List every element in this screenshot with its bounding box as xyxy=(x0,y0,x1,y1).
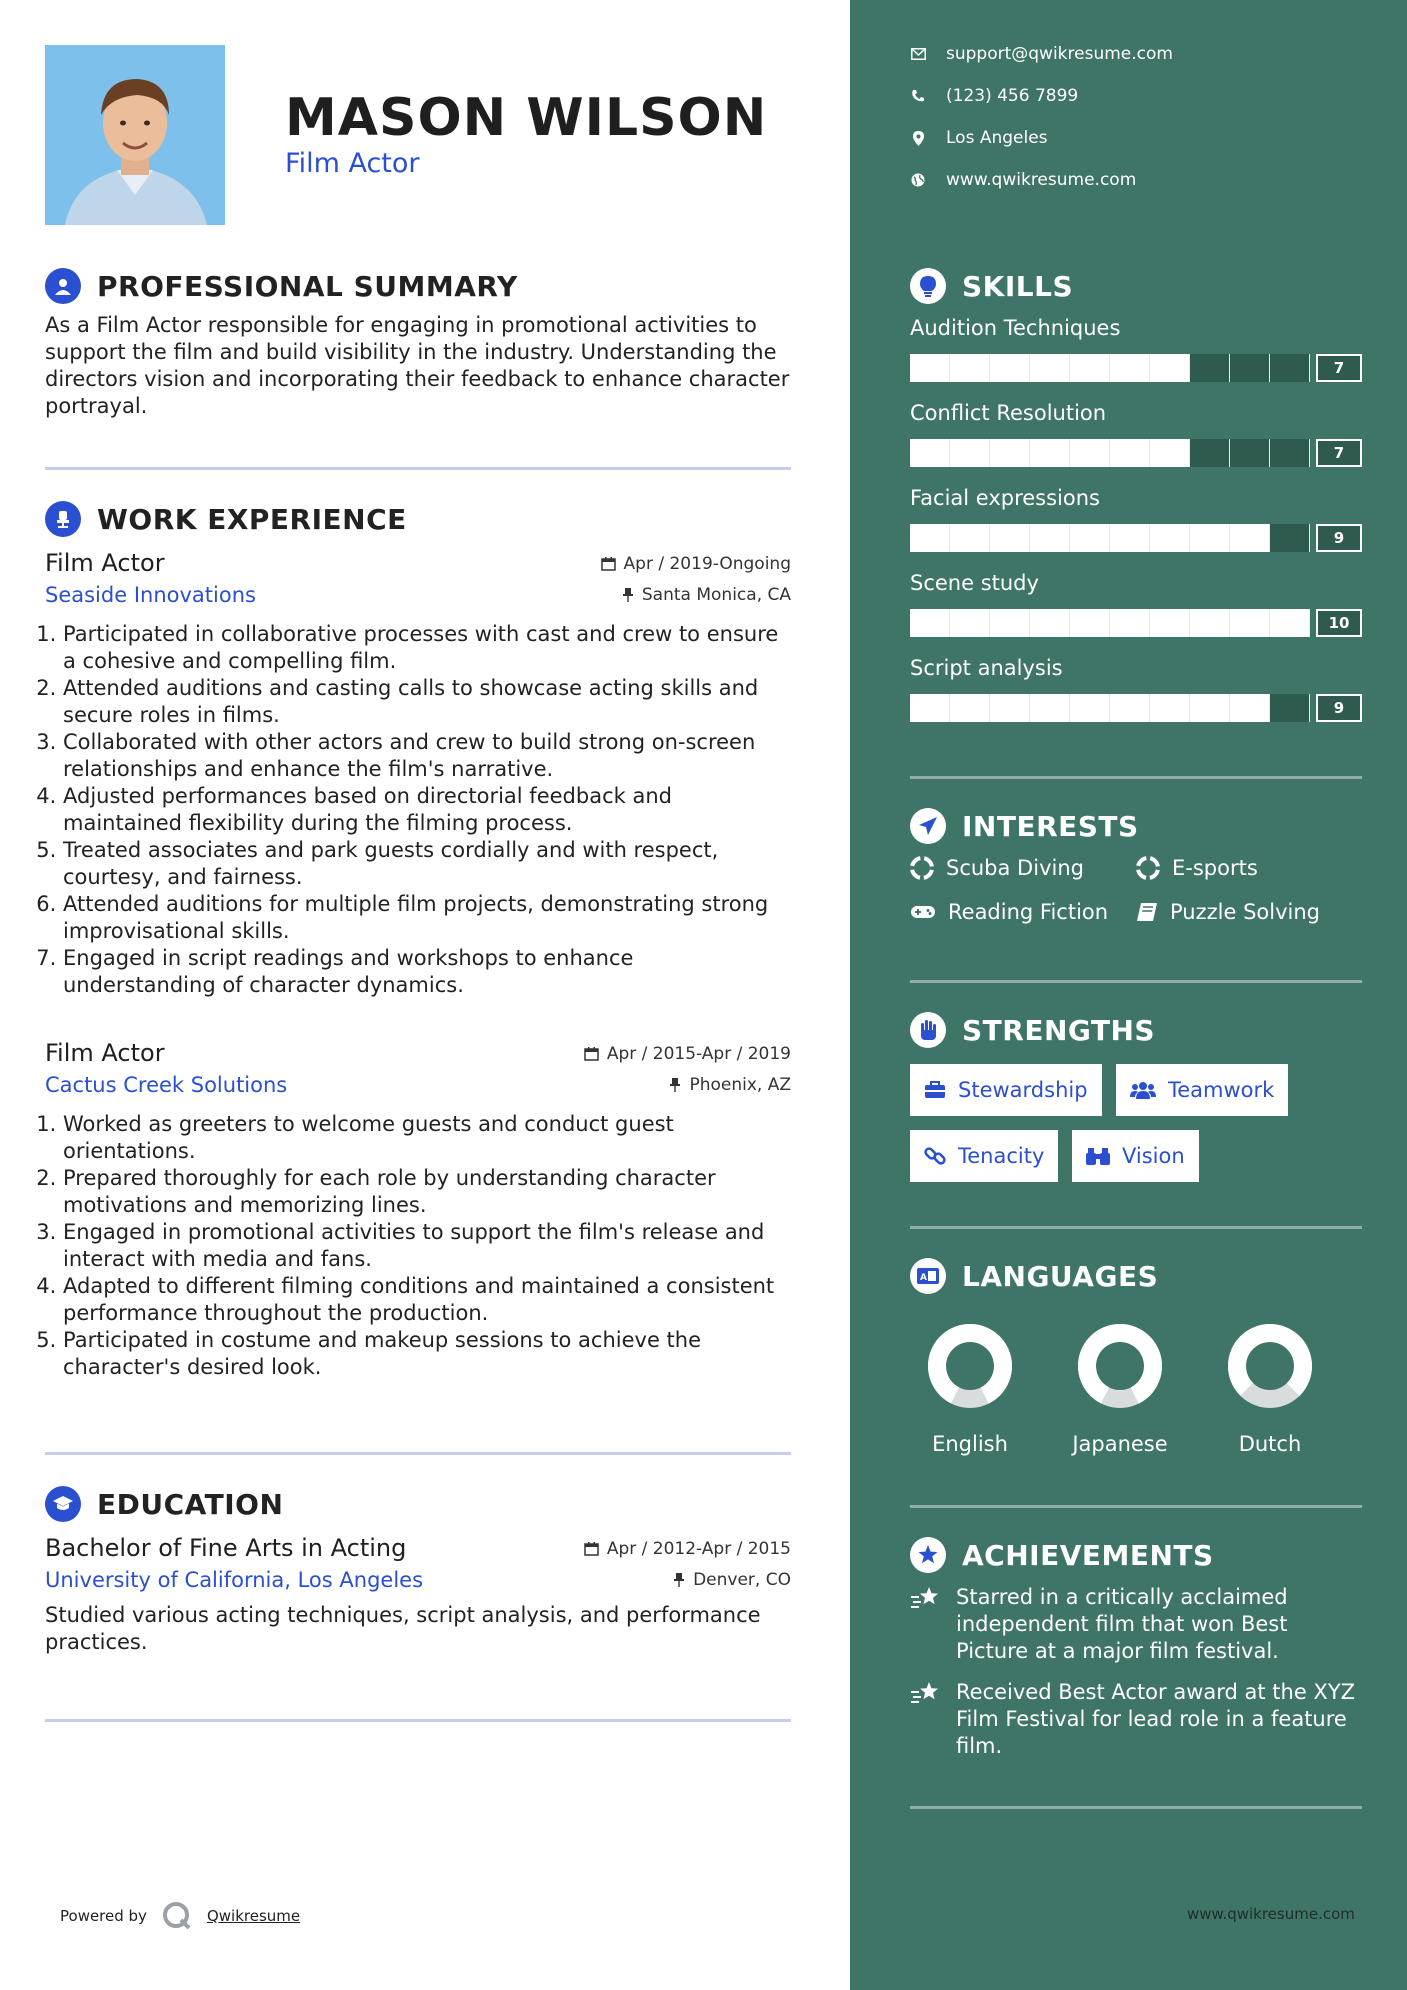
paper-plane-icon xyxy=(910,808,946,844)
languages-title: LANGUAGES xyxy=(962,1259,1159,1293)
powered-by xyxy=(60,1900,300,1932)
skill-level-bar xyxy=(910,609,1310,637)
skill-level-segment xyxy=(1190,354,1230,382)
skill-name: Facial expressions xyxy=(910,486,1100,510)
skill-level-badge: 9 xyxy=(1316,694,1362,722)
achievement-item: Received Best Actor award at the XYZ Film Festival for lead role in a feature film. xyxy=(910,1679,1362,1760)
phone-icon xyxy=(910,88,926,104)
education-entry xyxy=(45,1534,791,1656)
education-section xyxy=(45,1484,791,1656)
skill-level-segment xyxy=(1070,439,1110,467)
duty-item: 7. Engaged in script readings and workshops to enhance understanding of character dynamics. xyxy=(63,945,791,999)
skill-level-segment xyxy=(1150,524,1190,552)
language-label: Japanese xyxy=(1072,1432,1168,1456)
interest-item: Reading Fiction xyxy=(910,900,1108,924)
sidebar xyxy=(850,0,1407,1990)
contact-website[interactable]: www.qwikresume.com xyxy=(910,170,1136,190)
interest-item: Puzzle Solving xyxy=(1136,900,1320,924)
duty-item: 2. Prepared thoroughly for each role by understanding character motivations and memorizing lines. xyxy=(63,1165,791,1219)
skill-level-segment xyxy=(1270,439,1310,467)
profile-photo xyxy=(45,45,225,225)
pin-icon xyxy=(673,1572,685,1587)
job-dates: Apr / 2019-Ongoing xyxy=(623,553,791,574)
contact-location: Los Angeles xyxy=(910,128,1048,148)
skill-level-bar xyxy=(910,439,1310,467)
achievement-item: Starred in a critically acclaimed independent film that won Best Picture at a major film festival. xyxy=(910,1584,1362,1665)
skill-level-badge: 7 xyxy=(1316,439,1362,467)
sidebar-divider xyxy=(910,1806,1362,1809)
shooting-star-icon xyxy=(910,1679,942,1707)
skill-level-segment xyxy=(1270,354,1310,382)
contact-phone[interactable]: (123) 456 7899 xyxy=(910,86,1078,106)
skill-level-segment xyxy=(1110,524,1150,552)
skill-level-segment xyxy=(1270,694,1310,722)
language-level-ring xyxy=(1210,1318,1330,1414)
skill-level-segment xyxy=(1270,609,1310,637)
skill-level-segment xyxy=(1070,524,1110,552)
profile-photo-image xyxy=(45,45,225,225)
strength-chip: Teamwork xyxy=(1116,1064,1288,1116)
job-entry xyxy=(45,549,791,999)
binoculars-icon xyxy=(1086,1146,1110,1166)
skill-level-segment xyxy=(1190,609,1230,637)
skill-level-segment xyxy=(1270,524,1310,552)
envelope-icon xyxy=(910,46,926,62)
lifebuoy-icon xyxy=(910,856,934,880)
duty-list xyxy=(45,1111,791,1381)
job-dates: Apr / 2015-Apr / 2019 xyxy=(606,1043,791,1064)
skill-level-segment xyxy=(910,439,950,467)
skill-level-segment xyxy=(910,524,950,552)
skill-level-segment xyxy=(1030,354,1070,382)
skill-level-segment xyxy=(1150,354,1190,382)
candidate-name: MASON WILSON xyxy=(285,88,768,148)
duty-item: 2. Attended auditions and casting calls to showcase acting skills and secure roles in films. xyxy=(63,675,791,729)
skill-level-segment xyxy=(950,609,990,637)
link-icon xyxy=(924,1145,946,1167)
experience-section xyxy=(45,499,791,1381)
skill-level-segment xyxy=(1150,609,1190,637)
skill-level-segment xyxy=(1190,439,1230,467)
lifebuoy-icon xyxy=(1136,856,1160,880)
strength-chip: Tenacity xyxy=(910,1130,1058,1182)
qwikresume-logo-icon[interactable] xyxy=(161,1900,193,1932)
skill-level-segment xyxy=(1150,694,1190,722)
duty-item: 3. Collaborated with other actors and crew to build strong on-screen relationships and enhance the film's narrative. xyxy=(63,729,791,783)
duty-item: 1. Participated in collaborative processes with cast and crew to ensure a cohesive and compelling film. xyxy=(63,621,791,675)
map-marker-icon xyxy=(910,130,926,146)
skill-level-segment xyxy=(1230,354,1270,382)
skill-level-segment xyxy=(910,609,950,637)
section-divider xyxy=(45,1719,791,1722)
school-name: University of California, Los Angeles xyxy=(45,1568,424,1592)
skill-level-segment xyxy=(1030,439,1070,467)
sidebar-divider xyxy=(910,1505,1362,1508)
duty-item: 4. Adapted to different filming conditions and maintained a consistent performance throughout the production. xyxy=(63,1273,791,1327)
language-item xyxy=(1060,1318,1180,1456)
skill-level-segment xyxy=(1110,354,1150,382)
section-divider xyxy=(45,1452,791,1455)
skills-title: SKILLS xyxy=(962,269,1074,303)
skill-level-segment xyxy=(990,609,1030,637)
degree-title: Bachelor of Fine Arts in Acting xyxy=(45,1534,407,1562)
strengths-header xyxy=(910,1012,1155,1048)
book-icon xyxy=(1136,902,1158,922)
sidebar-divider xyxy=(910,776,1362,779)
briefcase-icon xyxy=(924,1081,946,1099)
skill-level-bar xyxy=(910,354,1310,382)
skill-level-segment xyxy=(1230,609,1270,637)
globe-icon xyxy=(910,172,926,188)
skill-name: Audition Techniques xyxy=(910,316,1121,340)
svg-text:A: A xyxy=(920,1273,927,1283)
duty-item: 5. Treated associates and park guests cordially and with respect, courtesy, and fairness. xyxy=(63,837,791,891)
language-label: English xyxy=(932,1432,1008,1456)
qwikresume-link[interactable]: Qwikresume xyxy=(206,1907,301,1925)
skills-header xyxy=(910,268,1073,304)
language-item xyxy=(1210,1318,1330,1456)
skill-level-segment xyxy=(1030,609,1070,637)
contact-email[interactable]: support@qwikresume.com xyxy=(910,44,1173,64)
skill-name: Scene study xyxy=(910,571,1039,595)
interests-title: INTERESTS xyxy=(962,809,1139,843)
sidebar-divider xyxy=(910,980,1362,983)
skill-level-segment xyxy=(1190,524,1230,552)
shooting-star-icon xyxy=(910,1584,942,1612)
footer-website[interactable]: www.qwikresume.com xyxy=(1187,1905,1355,1923)
skill-level-segment xyxy=(1030,694,1070,722)
language-level-ring xyxy=(910,1318,1030,1414)
skill-level-segment xyxy=(1230,439,1270,467)
skill-level-segment xyxy=(1070,354,1110,382)
skill-level-segment xyxy=(1110,694,1150,722)
calendar-icon xyxy=(584,1541,599,1556)
star-badge-icon xyxy=(910,1537,946,1573)
skill-level-segment xyxy=(1150,439,1190,467)
summary-title: PROFESSIONAL SUMMARY xyxy=(97,269,518,303)
sidebar-divider xyxy=(910,1226,1362,1229)
skill-level-segment xyxy=(990,354,1030,382)
strength-chip: Stewardship xyxy=(910,1064,1102,1116)
pin-icon xyxy=(669,1077,681,1092)
powered-by-label: Powered by xyxy=(60,1907,147,1925)
summary-text: As a Film Actor responsible for engaging in promotional activities to support the film and build visibility in the industry. Understanding the directors vision and incorporating their feedback to enhance character portrayal. xyxy=(45,313,790,418)
skill-level-segment xyxy=(990,524,1030,552)
achievements-title: ACHIEVEMENTS xyxy=(962,1538,1214,1572)
languages-header xyxy=(910,1258,1158,1294)
skill-level-segment xyxy=(950,524,990,552)
skill-level-segment xyxy=(990,439,1030,467)
job-title: Film Actor xyxy=(45,1039,165,1067)
skill-level-segment xyxy=(1030,524,1070,552)
skill-level-segment xyxy=(1230,694,1270,722)
section-divider xyxy=(45,467,791,470)
hand-icon xyxy=(910,1012,946,1048)
duty-item: 6. Attended auditions for multiple film projects, demonstrating strong improvisational skills. xyxy=(63,891,791,945)
skill-level-segment xyxy=(950,439,990,467)
skill-level-bar xyxy=(910,524,1310,552)
interest-item: E-sports xyxy=(1136,856,1258,880)
skill-level-badge: 10 xyxy=(1316,609,1362,637)
skill-level-badge: 9 xyxy=(1316,524,1362,552)
lightbulb-icon xyxy=(910,268,946,304)
gamepad-icon xyxy=(910,903,936,921)
education-title: EDUCATION xyxy=(97,1487,284,1521)
skill-name: Script analysis xyxy=(910,656,1063,680)
duty-item: 4. Adjusted performances based on directorial feedback and maintained flexibility during the filming process. xyxy=(63,783,791,837)
users-icon xyxy=(1130,1080,1156,1100)
duty-list xyxy=(45,621,791,999)
skill-level-segment xyxy=(1070,694,1110,722)
skill-name: Conflict Resolution xyxy=(910,401,1107,425)
skill-level-segment xyxy=(910,354,950,382)
duty-item: 5. Participated in costume and makeup sessions to achieve the character's desired look. xyxy=(63,1327,791,1381)
skill-level-segment xyxy=(1110,439,1150,467)
job-location: Phoenix, AZ xyxy=(689,1074,791,1095)
experience-title: WORK EXPERIENCE xyxy=(97,502,407,536)
job-location: Santa Monica, CA xyxy=(641,584,791,605)
education-location: Denver, CO xyxy=(693,1569,791,1590)
skill-level-segment xyxy=(1110,609,1150,637)
pin-icon xyxy=(622,587,634,602)
language-icon xyxy=(910,1258,946,1294)
skill-level-segment xyxy=(990,694,1030,722)
skill-level-segment xyxy=(950,694,990,722)
education-description: Studied various acting techniques, script analysis, and performance practices. xyxy=(45,1603,761,1654)
language-level-ring xyxy=(1060,1318,1180,1414)
summary-section xyxy=(45,266,791,420)
skill-level-segment xyxy=(950,354,990,382)
strengths-title: STRENGTHS xyxy=(962,1013,1156,1047)
job-entry xyxy=(45,1039,791,1381)
skill-level-segment xyxy=(1070,609,1110,637)
skill-level-segment xyxy=(910,694,950,722)
skill-level-bar xyxy=(910,694,1310,722)
skill-level-segment xyxy=(1190,694,1230,722)
language-label: Dutch xyxy=(1238,1432,1302,1456)
job-company: Seaside Innovations xyxy=(45,583,256,607)
calendar-icon xyxy=(584,1046,599,1061)
interest-item: Scuba Diving xyxy=(910,856,1084,880)
interests-header xyxy=(910,808,1139,844)
duty-item: 1. Worked as greeters to welcome guests and conduct guest orientations. xyxy=(63,1111,791,1165)
strength-chip: Vision xyxy=(1072,1130,1199,1182)
duty-item: 3. Engaged in promotional activities to support the film's release and interact with media and fans. xyxy=(63,1219,791,1273)
user-icon xyxy=(45,268,81,304)
job-title: Film Actor xyxy=(45,549,165,577)
achievements-header xyxy=(910,1537,1214,1573)
skill-level-badge: 7 xyxy=(1316,354,1362,382)
skill-level-segment xyxy=(1230,524,1270,552)
graduation-cap-icon xyxy=(45,1486,81,1522)
education-dates: Apr / 2012-Apr / 2015 xyxy=(606,1538,791,1559)
calendar-icon xyxy=(601,556,616,571)
job-company: Cactus Creek Solutions xyxy=(45,1073,288,1097)
candidate-role: Film Actor xyxy=(285,148,420,179)
language-item xyxy=(910,1318,1030,1456)
chair-icon xyxy=(45,501,81,537)
